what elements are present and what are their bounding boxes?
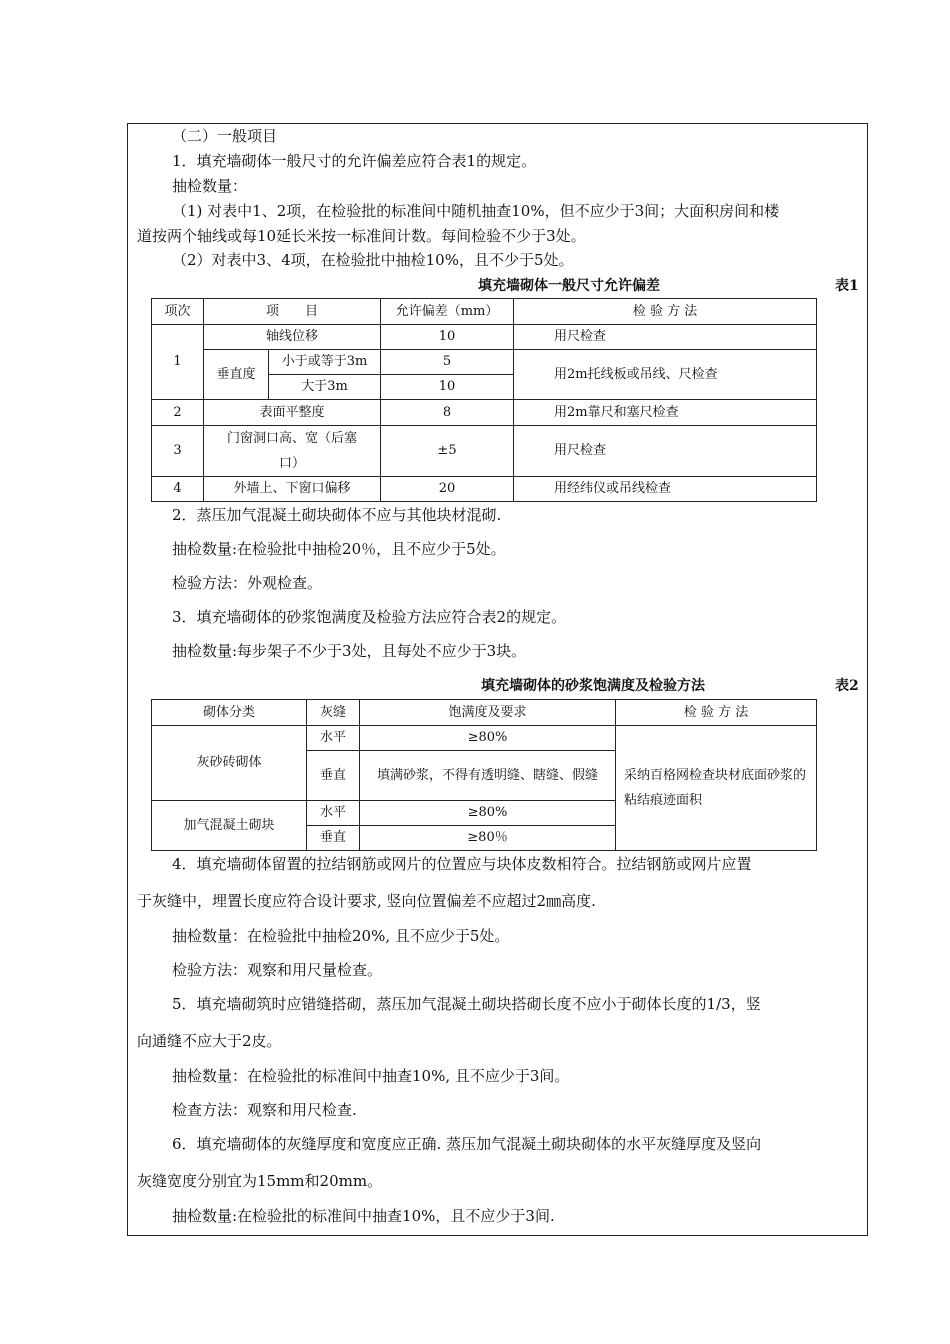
table1-row3-item: 门窗洞口高、宽（后塞口） — [204, 426, 381, 477]
item4-method: 检验方法：观察和用尺量检查。 — [172, 961, 383, 979]
table1-verticality-method: 用2m托线板或吊线、尺检查 — [514, 350, 817, 400]
table1-verticality-b-label: 大于3m — [269, 375, 381, 400]
table2-aac-category: 加气混凝土砌块 — [152, 801, 307, 851]
table1-verticality-a-label: 小于或等于3m — [269, 350, 381, 375]
table2-aac-horizontal: 水平 — [307, 801, 360, 826]
table2-header-method: 检 验 方 法 — [616, 700, 817, 726]
section-title: （二）一般项目 — [172, 127, 278, 145]
table1 — [151, 298, 817, 502]
table1-row4-deviation: 20 — [381, 477, 514, 502]
item3-text: 3．填充墙砌体的砂浆饱满度及检验方法应符合表2的规定。 — [172, 608, 567, 626]
item5-line2: 向通缝不应大于2皮。 — [137, 1032, 282, 1050]
item2-sampling: 抽检数量:在检验批中抽检20％，且不应少于5处。 — [172, 540, 506, 558]
table2-brick-vertical: 垂直 — [307, 751, 360, 801]
table1-header-no: 项次 — [152, 299, 204, 325]
table1-row4-no: 4 — [152, 477, 204, 502]
table2-header-category: 砌体分类 — [152, 700, 307, 726]
table2-aac-horizontal-req: ≥80% — [360, 801, 616, 826]
table1-header-deviation: 允许偏差（mm） — [381, 299, 514, 325]
item1-sampling-rule1-line2: 道按两个轴线或每10延长米按一标准间计数。每间检验不少于3处。 — [137, 227, 586, 245]
item5-sampling: 抽检数量：在检验批的标准间中抽查10%, 且不应少于3间。 — [172, 1067, 570, 1085]
item5-method: 检查方法：观察和用尺检查. — [172, 1101, 357, 1119]
table2-aac-vertical-req: ≥80％ — [360, 826, 616, 851]
table1-header-item: 项 目 — [204, 299, 381, 325]
table2-caption: 填充墙砌体的砂浆饱满度及检验方法 — [481, 678, 705, 694]
table1-row1-method: 用尺检查 — [514, 325, 817, 350]
item1-sampling-rule2: （2）对表中3、4项，在检验批中抽检10%，且不少于5处。 — [172, 251, 574, 269]
table2 — [151, 699, 817, 851]
table1-row4-method: 用经纬仪或吊线检查 — [514, 477, 817, 502]
item6-line2: 灰缝宽度分别宜为15mm和20mm。 — [137, 1172, 383, 1190]
table2-method: 采纳百格网检查块材底面砂浆的粘结痕迹面积 — [616, 726, 817, 851]
table1-verticality-b-deviation: 10 — [381, 375, 514, 400]
table1-header-method: 检 验 方 法 — [514, 299, 817, 325]
table1-verticality-label: 垂直度 — [204, 350, 269, 400]
table1-row2-no: 2 — [152, 400, 204, 426]
item1-text: 1．填充墙砌体一般尺寸的允许偏差应符合表1的规定。 — [172, 152, 537, 170]
item6-sampling: 抽检数量:在检验批的标准间中抽查10%，且不应少于3间. — [172, 1207, 555, 1225]
table1-row1-no: 1 — [152, 325, 204, 400]
table1-row2-deviation: 8 — [381, 400, 514, 426]
table1-row1-item: 轴线位移 — [204, 325, 381, 350]
table2-header-requirement: 饱满度及要求 — [360, 700, 616, 726]
table2-brick-category: 灰砂砖砌体 — [152, 726, 307, 801]
item4-line1: 4．填充墙砌体留置的拉结钢筋或网片的位置应与块体皮数相符合。拉结钢筋或网片应置 — [172, 855, 752, 873]
item6-line1: 6．填充墙砌体的灰缝厚度和宽度应正确. 蒸压加气混凝土砌块砌体的水平灰缝厚度及竖向 — [172, 1135, 762, 1153]
item3-sampling: 抽检数量:每步架子不少于3处，且每处不应少于3块。 — [172, 642, 527, 660]
table2-brick-vertical-req: 填满砂浆，不得有透明缝、瞎缝、假缝 — [360, 751, 616, 801]
table2-aac-vertical: 垂直 — [307, 826, 360, 851]
table2-tag: 表2 — [835, 678, 859, 694]
table1-caption: 填充墙砌体一般尺寸允许偏差 — [478, 278, 660, 294]
table2-header-joint: 灰缝 — [307, 700, 360, 726]
item5-line1: 5．填充墙砌筑时应错缝搭砌，蒸压加气混凝土砌块搭砌长度不应小于砌体长度的1/3，竖 — [172, 995, 761, 1013]
table1-row3-deviation: ±5 — [381, 426, 514, 477]
table2-brick-horizontal-req: ≥80% — [360, 726, 616, 751]
item4-sampling: 抽检数量：在检验批中抽检20%, 且不应少于5处。 — [172, 927, 510, 945]
table1-row2-method: 用2m靠尺和塞尺检查 — [514, 400, 817, 426]
table1-row1-deviation: 10 — [381, 325, 514, 350]
item2-text: 2．蒸压加气混凝土砌块砌体不应与其他块材混砌. — [172, 506, 502, 524]
table1-row3-no: 3 — [152, 426, 204, 477]
table1-tag: 表1 — [835, 278, 859, 294]
item4-line2: 于灰缝中，埋置长度应符合设计要求, 竖向位置偏差不应超过2㎜高度. — [137, 892, 596, 910]
item1-sampling-rule1-line1: （1) 对表中1、2项，在检验批的标准间中随机抽查10%，但不应少于3间；大面积房间和楼 — [172, 202, 780, 220]
table2-brick-horizontal: 水平 — [307, 726, 360, 751]
table1-verticality-a-deviation: 5 — [381, 350, 514, 375]
table1-row2-item: 表面平整度 — [204, 400, 381, 426]
item2-method: 检验方法：外观检查。 — [172, 574, 323, 592]
table1-row4-item: 外墙上、下窗口偏移 — [204, 477, 381, 502]
table1-row3-method: 用尺检查 — [514, 426, 817, 477]
item1-sampling-label: 抽检数量： — [172, 177, 248, 195]
